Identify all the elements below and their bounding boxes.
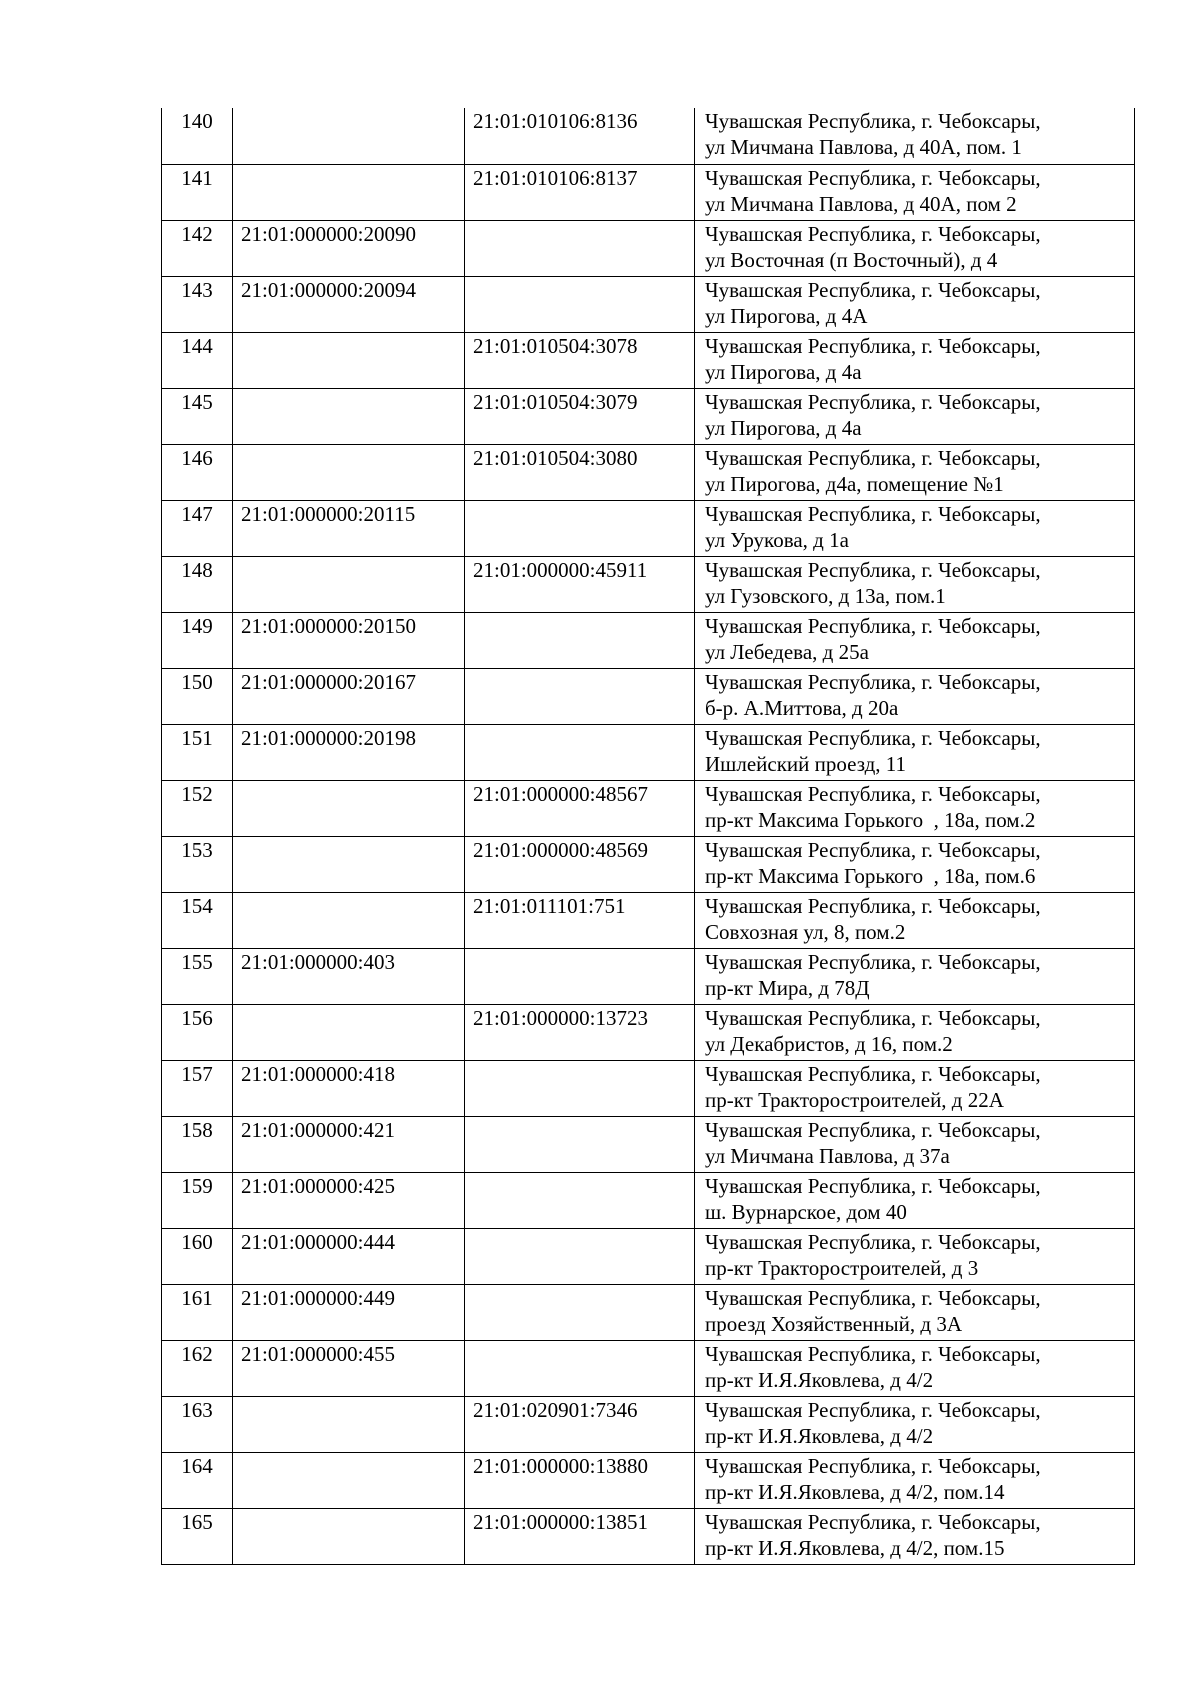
table-row (162, 1284, 1135, 1340)
table-row (162, 1060, 1135, 1116)
address-line-street: ул Гузовского, д 13а, пом.1 (705, 583, 946, 608)
land-cadastral-number-cell: 21:01:000000:20167 (233, 668, 465, 724)
land-cadastral-number-cell (233, 164, 465, 220)
table-row (162, 612, 1135, 668)
address-line-region-city: Чувашская Республика, г. Чебоксары, (705, 1117, 1041, 1142)
address-line-region-city: Чувашская Республика, г. Чебоксары, (705, 669, 1041, 694)
address-cell (695, 1116, 1135, 1172)
object-cadastral-number-cell (465, 1228, 695, 1284)
address-line-region-city: Чувашская Республика, г. Чебоксары, (705, 1005, 1041, 1030)
row-number-cell: 157 (162, 1060, 233, 1116)
table-row (162, 1228, 1135, 1284)
address-cell (695, 1228, 1135, 1284)
object-cadastral-number-cell: 21:01:010106:8137 (465, 164, 695, 220)
row-number-cell: 141 (162, 164, 233, 220)
address-line-region-city: Чувашская Республика, г. Чебоксары, (705, 389, 1041, 414)
address-line-street: ул Мичмана Павлова, д 40А, пом. 1 (705, 135, 1022, 159)
address-line-street: пр-кт Максима Горького , 18а, пом.2 (705, 807, 1036, 832)
row-number-cell: 152 (162, 780, 233, 836)
address-cell (695, 276, 1135, 332)
object-cadastral-number-cell: 21:01:010504:3078 (465, 332, 695, 388)
object-cadastral-number-cell (465, 948, 695, 1004)
table-row (162, 1340, 1135, 1396)
table-row (162, 444, 1135, 500)
land-cadastral-number-cell (233, 1452, 465, 1508)
table-row (162, 724, 1135, 780)
row-number-cell: 161 (162, 1284, 233, 1340)
address-cell (695, 444, 1135, 500)
address-line-street: ул Урукова, д 1а (705, 527, 849, 552)
address-line-region-city: Чувашская Республика, г. Чебоксары, (705, 501, 1041, 526)
row-number-cell: 153 (162, 836, 233, 892)
address-cell (695, 836, 1135, 892)
address-cell (695, 780, 1135, 836)
property-table (161, 108, 1135, 1565)
row-number-cell: 143 (162, 276, 233, 332)
row-number-cell: 159 (162, 1172, 233, 1228)
table-row (162, 108, 1135, 164)
address-line-region-city: Чувашская Республика, г. Чебоксары, (705, 277, 1041, 302)
object-cadastral-number-cell: 21:01:010504:3080 (465, 444, 695, 500)
land-cadastral-number-cell (233, 836, 465, 892)
address-cell (695, 724, 1135, 780)
address-line-street: ул Лебедева, д 25а (705, 639, 869, 664)
address-line-street: ул Мичмана Павлова, д 37а (705, 1143, 950, 1168)
row-number-cell: 150 (162, 668, 233, 724)
address-cell (695, 1004, 1135, 1060)
address-line-region-city: Чувашская Республика, г. Чебоксары, (705, 613, 1041, 638)
object-cadastral-number-cell: 21:01:000000:13880 (465, 1452, 695, 1508)
address-line-region-city: Чувашская Республика, г. Чебоксары, (705, 1397, 1041, 1422)
address-cell (695, 1172, 1135, 1228)
address-cell (695, 500, 1135, 556)
address-cell (695, 220, 1135, 276)
property-table-body (162, 108, 1135, 1564)
address-line-region-city: Чувашская Республика, г. Чебоксары, (705, 893, 1041, 918)
table-row (162, 668, 1135, 724)
object-cadastral-number-cell (465, 276, 695, 332)
object-cadastral-number-cell: 21:01:010106:8136 (465, 108, 695, 164)
address-line-region-city: Чувашская Республика, г. Чебоксары, (705, 109, 1041, 133)
address-line-region-city: Чувашская Республика, г. Чебоксары, (705, 1061, 1041, 1086)
object-cadastral-number-cell (465, 500, 695, 556)
row-number-cell: 158 (162, 1116, 233, 1172)
address-cell (695, 1340, 1135, 1396)
address-line-street: ул Пирогова, д4а, помещение №1 (705, 471, 1004, 496)
land-cadastral-number-cell: 21:01:000000:20150 (233, 612, 465, 668)
land-cadastral-number-cell (233, 444, 465, 500)
land-cadastral-number-cell (233, 388, 465, 444)
object-cadastral-number-cell: 21:01:000000:48569 (465, 836, 695, 892)
table-row (162, 164, 1135, 220)
table-row (162, 500, 1135, 556)
address-line-region-city: Чувашская Республика, г. Чебоксары, (705, 557, 1041, 582)
address-line-street: пр-кт Максима Горького , 18а, пом.6 (705, 863, 1036, 888)
table-row (162, 1396, 1135, 1452)
object-cadastral-number-cell (465, 1172, 695, 1228)
row-number-cell: 165 (162, 1508, 233, 1564)
table-row (162, 780, 1135, 836)
table-row (162, 948, 1135, 1004)
address-cell (695, 164, 1135, 220)
address-cell (695, 556, 1135, 612)
address-cell (695, 892, 1135, 948)
address-line-street: пр-кт Тракторостроителей, д 3 (705, 1255, 979, 1280)
row-number-cell: 156 (162, 1004, 233, 1060)
address-line-street: ул Восточная (п Восточный), д 4 (705, 247, 998, 272)
land-cadastral-number-cell (233, 108, 465, 164)
object-cadastral-number-cell: 21:01:010504:3079 (465, 388, 695, 444)
land-cadastral-number-cell (233, 1396, 465, 1452)
table-row (162, 892, 1135, 948)
row-number-cell: 160 (162, 1228, 233, 1284)
land-cadastral-number-cell: 21:01:000000:449 (233, 1284, 465, 1340)
object-cadastral-number-cell (465, 724, 695, 780)
table-row (162, 1508, 1135, 1564)
address-line-street: пр-кт И.Я.Яковлева, д 4/2 (705, 1423, 934, 1448)
land-cadastral-number-cell: 21:01:000000:444 (233, 1228, 465, 1284)
land-cadastral-number-cell (233, 556, 465, 612)
object-cadastral-number-cell: 21:01:020901:7346 (465, 1396, 695, 1452)
row-number-cell: 154 (162, 892, 233, 948)
address-line-region-city: Чувашская Республика, г. Чебоксары, (705, 1173, 1041, 1198)
table-row (162, 276, 1135, 332)
table-row (162, 332, 1135, 388)
address-line-region-city: Чувашская Республика, г. Чебоксары, (705, 781, 1041, 806)
address-line-street: Совхозная ул, 8, пом.2 (705, 919, 906, 944)
land-cadastral-number-cell: 21:01:000000:20115 (233, 500, 465, 556)
address-cell (695, 1396, 1135, 1452)
address-cell (695, 1452, 1135, 1508)
object-cadastral-number-cell: 21:01:000000:45911 (465, 556, 695, 612)
table-row (162, 1004, 1135, 1060)
land-cadastral-number-cell (233, 1004, 465, 1060)
table-row (162, 388, 1135, 444)
address-line-street: пр-кт И.Я.Яковлева, д 4/2, пом.15 (705, 1535, 1005, 1560)
address-line-region-city: Чувашская Республика, г. Чебоксары, (705, 1285, 1041, 1310)
table-row (162, 220, 1135, 276)
address-line-street: ш. Вурнарское, дом 40 (705, 1199, 907, 1224)
address-line-region-city: Чувашская Республика, г. Чебоксары, (705, 1509, 1041, 1534)
address-cell (695, 108, 1135, 164)
row-number-cell: 149 (162, 612, 233, 668)
land-cadastral-number-cell (233, 1508, 465, 1564)
object-cadastral-number-cell: 21:01:000000:48567 (465, 780, 695, 836)
address-line-street: б-р. А.Миттова, д 20а (705, 695, 899, 720)
address-cell (695, 668, 1135, 724)
land-cadastral-number-cell (233, 892, 465, 948)
row-number-cell: 144 (162, 332, 233, 388)
object-cadastral-number-cell (465, 612, 695, 668)
row-number-cell: 163 (162, 1396, 233, 1452)
address-line-region-city: Чувашская Республика, г. Чебоксары, (705, 1341, 1041, 1366)
row-number-cell: 147 (162, 500, 233, 556)
row-number-cell: 145 (162, 388, 233, 444)
address-line-street: ул Пирогова, д 4А (705, 303, 868, 328)
address-cell (695, 612, 1135, 668)
object-cadastral-number-cell (465, 668, 695, 724)
table-row (162, 1452, 1135, 1508)
address-line-street: ул Пирогова, д 4а (705, 415, 862, 440)
address-line-region-city: Чувашская Республика, г. Чебоксары, (705, 165, 1041, 190)
object-cadastral-number-cell: 21:01:000000:13851 (465, 1508, 695, 1564)
address-line-region-city: Чувашская Республика, г. Чебоксары, (705, 333, 1041, 358)
row-number-cell: 164 (162, 1452, 233, 1508)
address-line-street: ул Мичмана Павлова, д 40А, пом 2 (705, 191, 1017, 216)
land-cadastral-number-cell: 21:01:000000:20090 (233, 220, 465, 276)
row-number-cell: 142 (162, 220, 233, 276)
address-cell (695, 388, 1135, 444)
row-number-cell: 140 (162, 108, 233, 164)
address-line-region-city: Чувашская Республика, г. Чебоксары, (705, 949, 1041, 974)
row-number-cell: 146 (162, 444, 233, 500)
address-line-street: ул Декабристов, д 16, пом.2 (705, 1031, 953, 1056)
object-cadastral-number-cell: 21:01:011101:751 (465, 892, 695, 948)
object-cadastral-number-cell: 21:01:000000:13723 (465, 1004, 695, 1060)
address-cell (695, 1060, 1135, 1116)
table-row (162, 1116, 1135, 1172)
land-cadastral-number-cell: 21:01:000000:20198 (233, 724, 465, 780)
address-line-street: пр-кт Мира, д 78Д (705, 975, 870, 1000)
address-cell (695, 1284, 1135, 1340)
address-line-region-city: Чувашская Республика, г. Чебоксары, (705, 837, 1041, 862)
land-cadastral-number-cell: 21:01:000000:455 (233, 1340, 465, 1396)
object-cadastral-number-cell (465, 1116, 695, 1172)
address-line-region-city: Чувашская Республика, г. Чебоксары, (705, 725, 1041, 750)
table-row (162, 1172, 1135, 1228)
address-cell (695, 1508, 1135, 1564)
object-cadastral-number-cell (465, 220, 695, 276)
table-row (162, 836, 1135, 892)
row-number-cell: 162 (162, 1340, 233, 1396)
land-cadastral-number-cell: 21:01:000000:20094 (233, 276, 465, 332)
address-cell (695, 332, 1135, 388)
object-cadastral-number-cell (465, 1060, 695, 1116)
address-line-street: пр-кт Тракторостроителей, д 22А (705, 1087, 1004, 1112)
object-cadastral-number-cell (465, 1284, 695, 1340)
address-line-street: пр-кт И.Я.Яковлева, д 4/2, пом.14 (705, 1479, 1005, 1504)
table-row (162, 556, 1135, 612)
land-cadastral-number-cell (233, 780, 465, 836)
land-cadastral-number-cell (233, 332, 465, 388)
address-line-region-city: Чувашская Республика, г. Чебоксары, (705, 445, 1041, 470)
row-number-cell: 151 (162, 724, 233, 780)
address-cell (695, 948, 1135, 1004)
address-line-street: проезд Хозяйственный, д 3А (705, 1311, 962, 1336)
address-line-street: ул Пирогова, д 4а (705, 359, 862, 384)
address-line-region-city: Чувашская Республика, г. Чебоксары, (705, 1229, 1041, 1254)
address-line-street: Ишлейский проезд, 11 (705, 751, 907, 776)
row-number-cell: 155 (162, 948, 233, 1004)
land-cadastral-number-cell: 21:01:000000:403 (233, 948, 465, 1004)
address-line-street: пр-кт И.Я.Яковлева, д 4/2 (705, 1367, 934, 1392)
object-cadastral-number-cell (465, 1340, 695, 1396)
land-cadastral-number-cell: 21:01:000000:421 (233, 1116, 465, 1172)
land-cadastral-number-cell: 21:01:000000:425 (233, 1172, 465, 1228)
address-line-region-city: Чувашская Республика, г. Чебоксары, (705, 1453, 1041, 1478)
row-number-cell: 148 (162, 556, 233, 612)
address-line-region-city: Чувашская Республика, г. Чебоксары, (705, 221, 1041, 246)
land-cadastral-number-cell: 21:01:000000:418 (233, 1060, 465, 1116)
